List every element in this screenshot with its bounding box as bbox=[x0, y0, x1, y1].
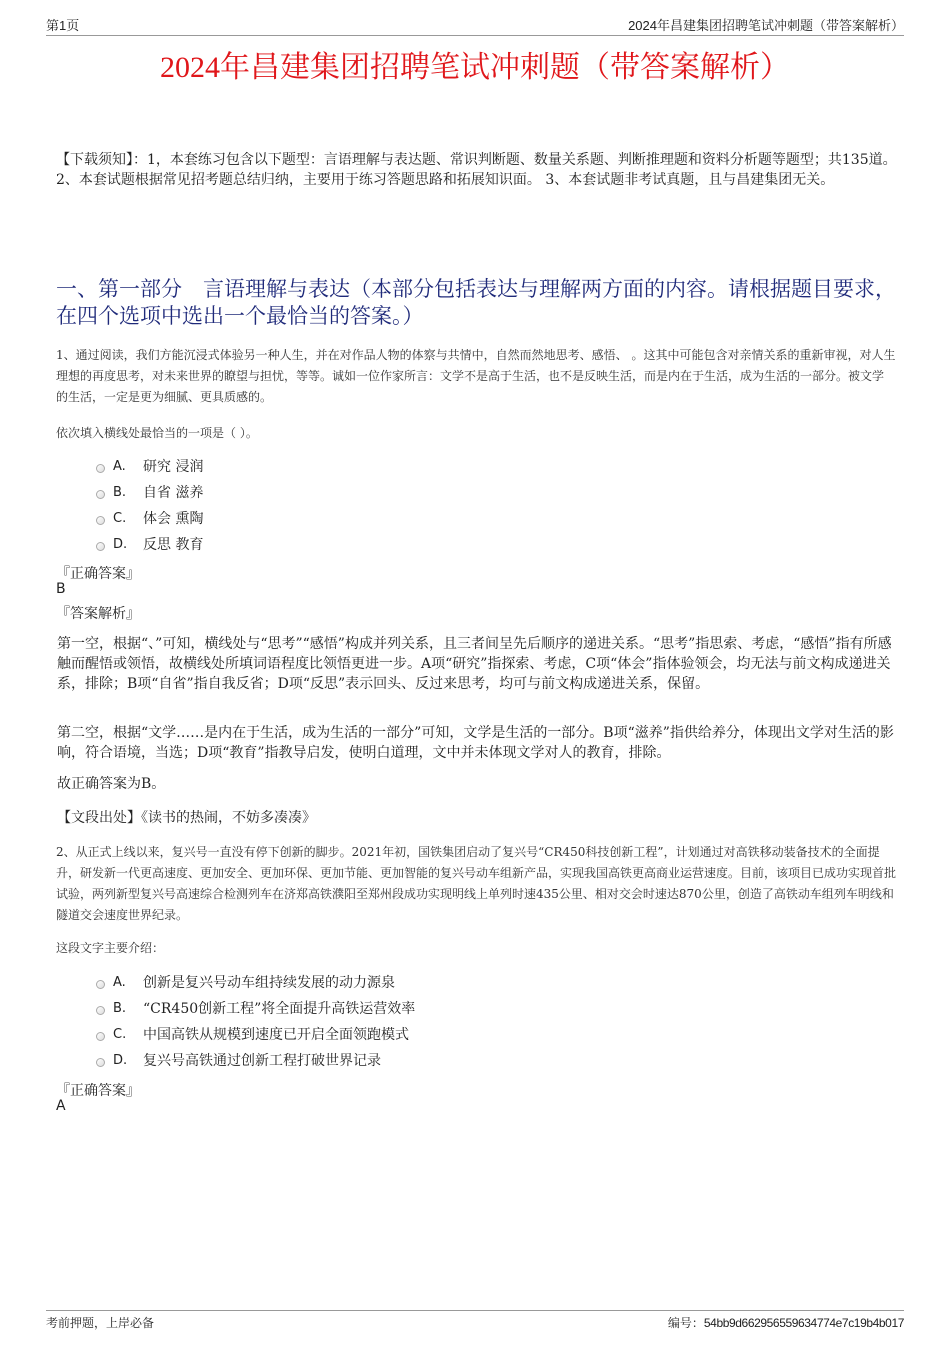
option-b[interactable]: B. “CR450创新工程”将全面提升高铁运营效率 bbox=[96, 995, 415, 1021]
document-title: 2024年昌建集团招聘笔试冲刺题（带答案解析） bbox=[160, 51, 790, 84]
analysis-paragraph: 第二空，根据“文学……是内在于生活，成为生活的一部分”可知，文学是生活的一部分。B项“滋养”指供给养分，体现出文学对生活的影响，符合语境，当选；D项“教育”指教导启发，使明白道理，文中并未体现文学对人的教育，排除。 bbox=[57, 725, 894, 761]
question-1-stem: 1、通过阅读，我们方能沉浸式体验另一种人生，并在对作品人物的体察与共情中，自然而然地思考、感悟、 。这其中可能包含对亲情关系的重新审视，对人生理想的再度思考，对未来世界的瞭望与担忧，等等。诚如一位作家所言：文学不是高于生活，也不是反映生活，而是内在于生活，成为生活的一部分。被文学 的生活，一定是更为细腻、更具质感的。 bbox=[56, 348, 896, 404]
correct-answer: B bbox=[56, 581, 66, 597]
analysis-label: 『答案解析』 bbox=[56, 606, 140, 622]
analysis-paragraph: 第一空，根据“、”可知，横线处与“思考”“感悟”构成并列关系，且三者间呈先后顺序的递进关系。“思考”指思索、考虑，“感悟”指有所感触而醒悟或领悟，故横线处所填词语程度比领悟更进一步。A项“研究”指探索、考虑，C项“体会”指体验领会，均无法与前文构成递进关系，排除；B项“自省”指自我反省；D项“反思”表示回头、反过来思考，均可与前文构成递进关系，保留。 bbox=[57, 636, 892, 692]
section-heading: 一、第一部分 言语理解与表达（本部分包括表达与理解两方面的内容。请根据题目要求，在四个选项中选出一个最恰当的答案。） bbox=[56, 277, 896, 328]
document-code: 编号：54bb9d662956559634774e7c19b4b017 bbox=[667, 1316, 904, 1330]
source-citation: 【文段出处】《读书的热闹，不妨多凑凑》 bbox=[57, 810, 316, 826]
correct-answer-label: 『正确答案』 bbox=[56, 1083, 140, 1099]
radio-icon[interactable] bbox=[96, 464, 105, 473]
radio-icon[interactable] bbox=[96, 980, 105, 989]
option-c[interactable]: C. 体会 熏陶 bbox=[96, 505, 203, 531]
header-doc-title: 2024年昌建集团招聘笔试冲刺题（带答案解析） bbox=[628, 18, 904, 33]
radio-icon[interactable] bbox=[96, 516, 105, 525]
question-2-options bbox=[96, 969, 415, 1073]
page-header bbox=[46, 14, 904, 36]
page-number: 第1页 bbox=[46, 18, 80, 33]
question-2-prompt: 这段文字主要介绍： bbox=[56, 941, 165, 955]
download-notice: 【下载须知】：1，本套练习包含以下题型：言语理解与表达题、常识判断题、数量关系题、判断推理题和资料分析题等题型；共135道。 2、本套试题根据常见招考题总结归纳，主要用于练习答题思路和拓展知识面。 3、本套试题非考试真题，且与昌建集团无关。 bbox=[56, 152, 897, 188]
option-b[interactable]: B. 自省 滋养 bbox=[96, 479, 203, 505]
question-1-prompt: 依次填入横线处最恰当的一项是（ ）。 bbox=[56, 426, 258, 440]
option-c[interactable]: C. 中国高铁从规模到速度已开启全面领跑模式 bbox=[96, 1021, 415, 1047]
option-a[interactable]: A. 创新是复兴号动车组持续发展的动力源泉 bbox=[96, 969, 415, 995]
correct-answer-label: 『正确答案』 bbox=[56, 566, 140, 582]
question-1-options bbox=[96, 453, 203, 557]
radio-icon[interactable] bbox=[96, 542, 105, 551]
radio-icon[interactable] bbox=[96, 1032, 105, 1041]
correct-answer: A bbox=[56, 1098, 66, 1114]
footer-slogan: 考前押题，上岸必备 bbox=[46, 1316, 155, 1330]
option-d[interactable]: D. 反思 教育 bbox=[96, 531, 203, 557]
analysis-conclusion: 故正确答案为B。 bbox=[57, 776, 166, 792]
option-d[interactable]: D. 复兴号高铁通过创新工程打破世界记录 bbox=[96, 1047, 415, 1073]
radio-icon[interactable] bbox=[96, 1006, 105, 1015]
option-a[interactable]: A. 研究 浸润 bbox=[96, 453, 203, 479]
question-2-stem: 2、从正式上线以来，复兴号一直没有停下创新的脚步。2021年初，国铁集团启动了复兴号“CR450科技创新工程”，计划通过对高铁移动装备技术的全面提升，研发新一代更高速度、更加安全、更加环保、更加节能、更加智能的复兴号动车组新产品，实现我国高铁更高商业运营速度。目前，该项目已成功实现首批试验，两列新型复兴号高速综合检测列车在济郑高铁濮阳至郑州段成功实现明线上单列时速435公里、相对交会时速达870公里，创造了高铁动车组列车明线和隧道交会速度世界纪录。 bbox=[56, 845, 897, 922]
page-footer bbox=[46, 1310, 904, 1331]
radio-icon[interactable] bbox=[96, 1058, 105, 1067]
radio-icon[interactable] bbox=[96, 490, 105, 499]
